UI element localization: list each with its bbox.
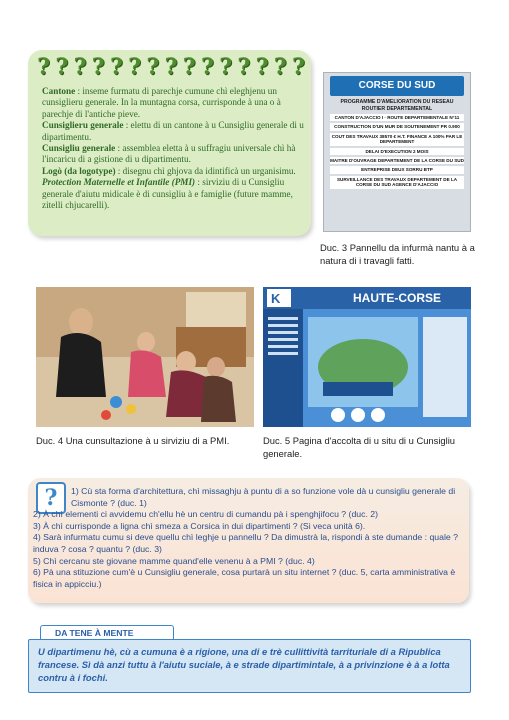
glossary-entry bbox=[42, 177, 306, 211]
spiral-ring-icon: ? bbox=[273, 54, 287, 80]
spiral-ring-icon: ? bbox=[182, 54, 196, 80]
spiral-ring-icon: ? bbox=[200, 54, 214, 80]
spiral-ring-icon: ? bbox=[219, 54, 233, 80]
glossary-entry bbox=[42, 166, 306, 177]
remember-text: U dipartimenu hè, cù a cumuna è a rigione, una di e trè cullittività tarrituriale di a Ripublica francese. Sì dà anzi tuttu à l'aiutu suciale, à e strade dipartimintale, à a privinzione è à a lotta contru à i fochi. bbox=[38, 646, 450, 683]
question-mark-icon: ? bbox=[36, 482, 66, 514]
doc4-caption: Duc. 4 Una cunsultazione à u sirviziu di a PMI. bbox=[36, 435, 230, 446]
question-item: 2) À chì elementi ci avvidemu ch'ellu hè un centru di cumandu pà i spenghjifocu ? (duc. 2) bbox=[33, 509, 379, 520]
sign-row: MAITRE D'OUVRAGE DEPARTEMENT DE LA CORSE DU SUD bbox=[330, 158, 464, 164]
question-item: 4) Sarà infurmatu cumu si deve quellu chì leghje u pannellu ? Da dimustrà la, rispondi à ste dumande : quale ? induva ? cosa ? quantu ? (duc. 3) bbox=[33, 532, 458, 554]
spiral-ring-icon: ? bbox=[128, 54, 142, 80]
sign-row: DELAI D'EXECUTION 2 MOIS bbox=[330, 148, 464, 155]
glossary-term: Logò (da logotype) bbox=[42, 165, 116, 176]
spiral-ring-icon: ? bbox=[255, 54, 269, 80]
sign-row: ENTREPRISE DEUX SORRU BTP bbox=[330, 166, 464, 173]
spiral-ring-icon: ? bbox=[55, 54, 69, 80]
sign-row: COUT DES TRAVAUX 38570 € H.T. FINANCE A 100% PAR LE DEPARTEMENT bbox=[331, 133, 463, 145]
glossary-entry bbox=[42, 143, 306, 166]
spiral-ring-icon: ? bbox=[37, 54, 51, 80]
spiral-ring-icon: ? bbox=[237, 54, 251, 80]
glossary-term: Cantone bbox=[42, 86, 76, 96]
glossary-definition: : sirviziu di u Cunsigliu generale d'aiutu midicale è di cunsigliu à e famiglie (future mamme, zitelli chjucarelli). bbox=[42, 177, 293, 211]
question-item: 3) À chì currisponde a ligna chì smeza a Corsica in dui dipartimenti ? (Si veca unità 6). bbox=[33, 520, 366, 531]
doc3-caption: Duc. 3 Pannellu da infurmà nantu à a natura di i travagli fatti. bbox=[320, 242, 475, 266]
spiral-binding bbox=[36, 56, 306, 82]
website-homepage-image bbox=[263, 287, 471, 427]
questions-list bbox=[33, 486, 465, 590]
sign-row: CANTON D'AJACCIO I · ROUTE DEPARTEMENTALE N°11 bbox=[330, 114, 464, 121]
question-item: 5) Chì cercanu ste giovane mamme quand'elle venenu à a PMI ? (duc. 4) bbox=[33, 555, 315, 566]
glossary-entry bbox=[42, 86, 306, 120]
glossary-definition: : inseme furmatu di parechje cumune chì eleghjenu un cunsiglieru generale. In la muntagna corsa, currisponde à una o à parechje di l'antiche pieve. bbox=[42, 86, 281, 119]
sign-title: PROGRAMME D'AMELIORATION DU RESEAU ROUTIER DEPARTEMENTAL bbox=[340, 99, 454, 112]
website-illustration bbox=[263, 287, 471, 427]
spiral-ring-icon: ? bbox=[292, 54, 305, 80]
spiral-ring-icon: ? bbox=[73, 54, 87, 80]
pmi-consultation-photo bbox=[36, 287, 254, 427]
question-item: 1) Cù sta forma d'architettura, chì missaghju à puntu di a so funzione vole dà u cunsigliu generale di Cismonte ? (duc. 1) bbox=[71, 486, 456, 508]
glossary-definition: : elettu di un cantone à u Cunsigliu generale di u dipartimentu. bbox=[42, 120, 304, 142]
site-title: HAUTE-CORSE bbox=[353, 291, 442, 305]
glossary-text bbox=[42, 86, 306, 211]
spiral-ring-icon: ? bbox=[146, 54, 160, 80]
sign-logo: CORSE DU SUD bbox=[330, 76, 464, 96]
remember-title: DA TENE À MENTE bbox=[40, 625, 174, 639]
spiral-ring-icon: ? bbox=[109, 54, 123, 80]
spiral-ring-icon: ? bbox=[91, 54, 105, 80]
sign-row: CONSTRUCTION D'UN MUR DE SOUTENEMENT PR 0.900 bbox=[330, 123, 464, 130]
sign-row: SURVEILLANCE DES TRAVAUX DEPARTEMENT DE LA CORSE DU SUD AGENCE D'AJACCIO bbox=[330, 176, 464, 189]
question-item: 6) Pà una stituzione cum'è u Cunsigliu generale, cosa purtarà un situ internet ? (duc. 5, carta amministrativa è fisica in appicciu.) bbox=[33, 567, 456, 589]
spiral-ring-icon: ? bbox=[164, 54, 178, 80]
glossary-term: Cunsigliu generale bbox=[42, 143, 116, 154]
glossary-entry bbox=[42, 120, 306, 143]
roadworks-sign-image bbox=[323, 72, 471, 232]
doc5-caption: Duc. 5 Pagina d'accolta di u situ di u Cunsigliu generale. bbox=[263, 435, 456, 459]
glossary-definition: : disegnu chì ghjova da idintificà un urganisimu. bbox=[115, 165, 296, 176]
pmi-photo-illustration bbox=[36, 287, 254, 427]
site-logo-letter: K bbox=[271, 291, 281, 306]
glossary-definition: : assemblea eletta à u suffragiu universale chì hà l'incaricu di a gistione di u dipartimentu. bbox=[42, 143, 296, 165]
glossary-term: Cunsiglieru generale bbox=[42, 120, 124, 131]
glossary-term: Protection Maternelle et Infantile (PMI) bbox=[42, 177, 196, 188]
